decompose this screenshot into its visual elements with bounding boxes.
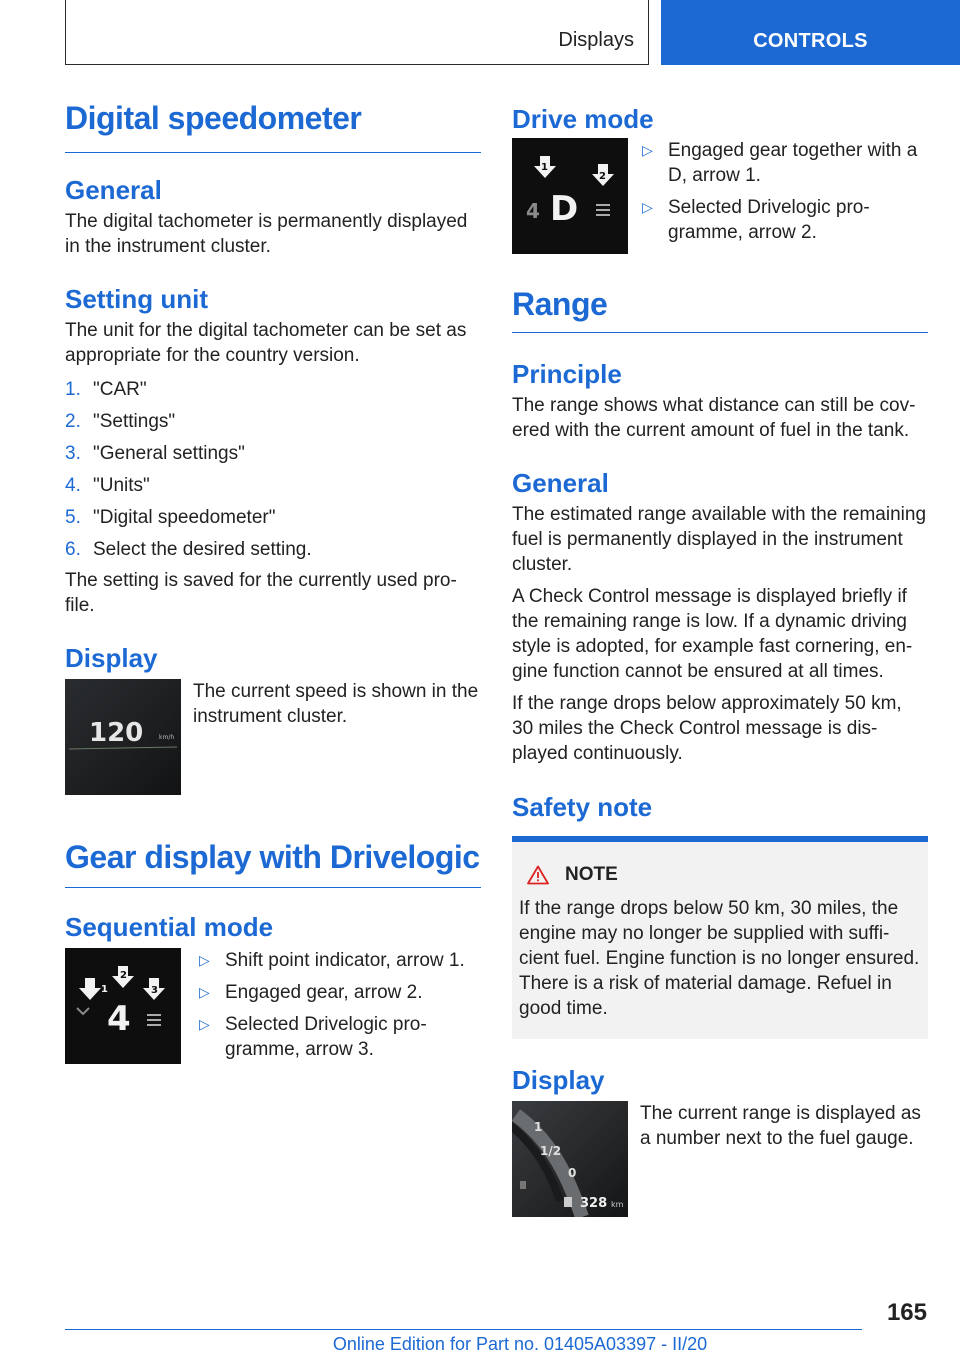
range-general-p3: If the range drops below approximately 50 km, 30 miles the Check Control message is dis‐played continuously. <box>512 693 902 764</box>
sequential-mode-list <box>199 948 481 1069</box>
display-text: The current speed is shown in the instrument cluster. <box>193 681 479 727</box>
svg-text:2: 2 <box>120 970 127 981</box>
speedometer-figure <box>65 679 181 795</box>
list-item: ▷ Engaged gear together with a D, arrow 1. <box>642 140 918 186</box>
svg-text:4: 4 <box>107 999 131 1039</box>
speedometer-display-graphic <box>65 679 181 795</box>
page-number: 165 <box>886 1299 927 1326</box>
svg-text:1/2: 1/2 <box>540 1144 562 1158</box>
list-item: ▷ Engaged gear, arrow 2. <box>199 982 423 1003</box>
svg-text:2: 2 <box>599 171 606 182</box>
step-item: 1. "CAR" <box>65 379 147 400</box>
range-general-p2: A Check Control message is displayed briefly if the remaining range is low. If a dynamic driving style is adopted, for example fast cornering, en‐gine function cannot be ensured at all times. <box>512 586 913 682</box>
svg-text:328: 328 <box>580 1196 608 1211</box>
svg-text:1: 1 <box>541 162 548 173</box>
list-item: ▷ Shift point indicator, arrow 1. <box>199 950 465 971</box>
triangle-bullet-icon: ▷ <box>642 142 653 158</box>
heading-range-display: Display <box>512 1065 605 1095</box>
triangle-bullet-icon: ▷ <box>199 1016 210 1032</box>
right-column <box>512 104 928 1217</box>
svg-text:D: D <box>550 189 579 229</box>
left-column <box>65 100 481 1069</box>
setting-steps <box>65 374 481 566</box>
step-item: 6. Select the desired setting. <box>65 539 312 560</box>
svg-text:km/h: km/h <box>159 734 175 741</box>
heading-principle: Principle <box>512 359 622 389</box>
range-display-text: The current range is displayed as a number next to the fuel gauge. <box>640 1103 921 1149</box>
footer-divider <box>65 1329 862 1330</box>
svg-text:1: 1 <box>101 984 108 995</box>
svg-text:1: 1 <box>534 1120 543 1134</box>
range-general-p1: The estimated range available with the remaining fuel is permanently displayed in the instrument cluster. <box>512 504 927 575</box>
footer-edition: Online Edition for Part no. 01405A03397 - II/20 <box>332 1334 708 1354</box>
title-digital-speedometer: Digital speedometer <box>65 100 481 153</box>
step-item: 5. "Digital speedometer" <box>65 507 276 528</box>
note-header <box>519 864 922 886</box>
principle-text: The range shows what distance can still be cov‐ered with the current amount of fuel in the tank. <box>512 395 916 441</box>
svg-text:3: 3 <box>151 985 158 996</box>
drive-mode-list <box>642 138 928 254</box>
triangle-bullet-icon: ▷ <box>199 984 210 1000</box>
fuel-gauge-figure <box>512 1101 628 1217</box>
setting-saved-text: The setting is saved for the currently used pro‐file. <box>65 570 457 616</box>
heading-drive-mode: Drive mode <box>512 104 654 134</box>
step-item: 3. "General settings" <box>65 443 245 464</box>
sequential-gear-graphic <box>65 948 181 1064</box>
heading-setting-unit: Setting unit <box>65 284 208 314</box>
svg-text:km: km <box>611 1200 624 1209</box>
header-chapter-tab[interactable] <box>661 0 960 65</box>
list-item: ▷ Selected Drivelogic pro‐gramme, arrow 2. <box>642 197 870 243</box>
fuel-gauge-graphic <box>512 1101 628 1217</box>
general-text: The digital tachometer is permanently displayed in the instrument cluster. <box>65 211 468 257</box>
list-item: ▷ Selected Drivelogic pro‐gramme, arrow 3. <box>199 1014 427 1060</box>
triangle-bullet-icon: ▷ <box>642 199 653 215</box>
title-gear-display: Gear display with Drivelogic <box>65 839 481 888</box>
triangle-bullet-icon: ▷ <box>199 952 210 968</box>
header-section-label: Displays <box>558 29 634 51</box>
title-range: Range <box>512 286 928 333</box>
note-text: If the range drops below 50 km, 30 miles, the engine may no longer be supplied with suffi‐cient fuel. Engine function is no longer ensured. There is a risk of material damage. Refuel in good time. <box>519 898 920 1019</box>
heading-safety-note: Safety note <box>512 792 653 822</box>
svg-text:0: 0 <box>568 1166 577 1180</box>
drive-mode-graphic <box>512 138 628 254</box>
heading-general: General <box>65 175 162 205</box>
warning-triangle-icon <box>527 865 549 885</box>
heading-sequential-mode: Sequential mode <box>65 912 274 942</box>
step-item: 4. "Units" <box>65 475 150 496</box>
svg-text:120: 120 <box>89 718 144 748</box>
header-section-box <box>65 0 649 65</box>
note-box <box>512 836 928 1039</box>
note-label: NOTE <box>565 864 618 885</box>
svg-text:4: 4 <box>526 199 540 223</box>
step-item: 2. "Settings" <box>65 411 176 432</box>
drive-mode-figure <box>512 138 628 254</box>
heading-display: Display <box>65 643 158 673</box>
header-chapter-label: CONTROLS <box>753 30 868 52</box>
heading-range-general: General <box>512 468 609 498</box>
setting-unit-text: The unit for the digital tachometer can be set as appropriate for the country version. <box>65 320 467 366</box>
sequential-mode-figure <box>65 948 181 1064</box>
